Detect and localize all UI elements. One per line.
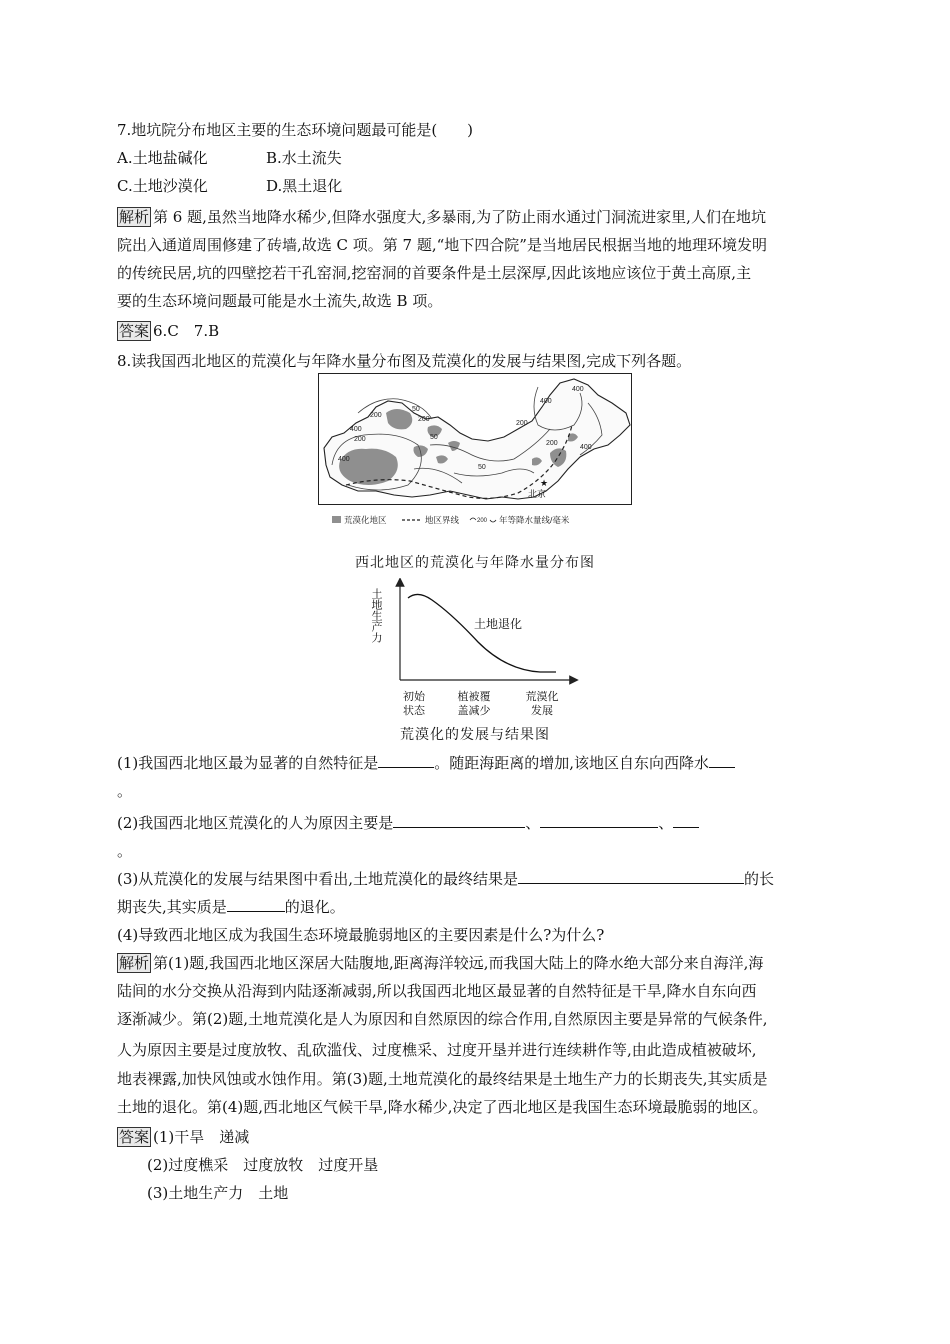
isoline-label: 400 (338, 456, 350, 463)
isoline-label: 400 (580, 444, 592, 451)
answer-tag: 答案 (119, 322, 150, 340)
curve-label: 土地退化 (474, 617, 523, 631)
analysis-line: 逐渐减少。第(2)题,土地荒漠化是人为原因和自然原因的综合作用,自然原因主要是异常的气候条件, (117, 1010, 768, 1028)
city-label: 北京 (528, 489, 547, 499)
answer-tag: 答案 (119, 1128, 150, 1146)
isoline-label: 400 (540, 398, 552, 405)
sub1-end: 。 (117, 782, 133, 800)
answer-blank[interactable] (673, 813, 699, 828)
answer-line: (2)过度樵采 过度放牧 过度开垦 (147, 1156, 379, 1174)
sub4: (4)导致西北地区成为我国生态环境最脆弱地区的主要因素是什么?为什么? (117, 926, 605, 944)
analysis-line: 土地的退化。第(4)题,西北地区气候干旱,降水稀少,决定了西北地区是我国生态环境最脆弱的地区。 (117, 1098, 768, 1116)
analysis-line: 陆间的水分交换从沿海到内陆逐渐减弱,所以我国西北地区最显著的自然特征是干旱,降水自东向西 (117, 982, 757, 1000)
degradation-curve (408, 594, 556, 672)
map-caption: 西北地区的荒漠化与年降水量分布图 (355, 555, 595, 571)
analysis-tag: 解析 (119, 954, 150, 972)
analysis-tag: 解析 (119, 208, 150, 226)
answer-blank[interactable] (227, 897, 285, 912)
xtick-label: 盖减少 (457, 705, 491, 717)
analysis-line: 地表裸露,加快风蚀或水蚀作用。第(3)题,土地荒漠化的最终结果是土地生产力的长期丧失,其实质是 (117, 1070, 768, 1088)
analysis-line: 的传统民居,坑的四壁挖若干孔窑洞,挖窑洞的首要条件是土层深厚,因此该地应该位于黄土高原,主 (117, 264, 752, 282)
svg-text:200: 200 (477, 518, 488, 524)
beijing-star: ★ (540, 479, 549, 489)
sub2-end: 。 (117, 842, 133, 860)
sub3: (3)从荒漠化的发展与结果图中看出,土地荒漠化的最终结果是 的长 (117, 870, 775, 888)
q7-option-d: D.黑土退化 (266, 177, 343, 195)
answer-blank[interactable] (518, 869, 744, 884)
analysis-line: 院出入通道周围修建了砖墙,故选 C 项。第 7 题,“地下四合院”是当地居民根据当地的地理环境发明 (117, 236, 767, 254)
answer-line: (3)土地生产力 土地 (147, 1184, 289, 1202)
answer-line: 答案 6.C 7.B (119, 322, 220, 340)
xtick-label: 初始 (403, 691, 425, 703)
isoline-label: 200 (370, 412, 382, 419)
graph-ylabel: 土地生产力 (370, 588, 382, 643)
isoline-label: 400 (350, 426, 362, 433)
q7-option-a: A.土地盐碱化 (117, 149, 208, 167)
isoline-label: 200 (516, 420, 528, 427)
sub1: (1)我国西北地区最为显著的自然特征是 。随距海距离的增加,该地区自东向西降水 (117, 752, 735, 774)
sub2: (2)我国西北地区荒漠化的人为原因主要是 、 、 (117, 812, 699, 834)
xtick-label: 荒漠化 (525, 691, 559, 703)
q8-stem: 8.读我国西北地区的荒漠化与年降水量分布图及荒漠化的发展与结果图,完成下列各题。 (117, 352, 692, 370)
xtick-label: 植被覆 (457, 691, 491, 703)
map-legend (332, 515, 570, 525)
isoline-label: 50 (478, 464, 486, 471)
sub3-cont: 期丧失,其实质是 的退化。 (117, 898, 345, 916)
xtick-label: 发展 (531, 705, 553, 717)
desertification-map (318, 373, 632, 530)
svg-text:地区界线: 地区界线 (425, 515, 460, 525)
answer-blank[interactable] (709, 753, 735, 768)
isoline-label: 200 (354, 436, 366, 443)
isoline-label: 50 (430, 434, 438, 441)
xtick-label: 状态 (403, 705, 425, 717)
desertification-graph (370, 578, 590, 720)
q7-option-c: C.土地沙漠化 (117, 177, 208, 195)
q7-stem: 7.地坑院分布地区主要的生态环境问题最可能是( ) (117, 121, 474, 139)
svg-text:年等降水量线/毫米: 年等降水量线/毫米 (499, 515, 570, 525)
graph-caption: 荒漠化的发展与结果图 (400, 727, 550, 743)
isoline-label: 50 (412, 406, 420, 413)
analysis-line: 人为原因主要是过度放牧、乱砍滥伐、过度樵采、过度开垦并进行连续耕作等,由此造成植被破坏, (117, 1041, 757, 1059)
svg-text:荒漠化地区: 荒漠化地区 (344, 515, 387, 525)
analysis-line: 解析 第(1)题,我国西北地区深居大陆腹地,距离海洋较远,而我国大陆上的降水绝大部分来自海洋,海 (119, 954, 764, 972)
answer-blank[interactable] (393, 813, 525, 828)
answer-line: 答案 (1)干旱 递减 (119, 1128, 250, 1146)
isoline-label: 200 (546, 440, 558, 447)
analysis-line: 要的生态环境问题最可能是水土流失,故选 B 项。 (117, 292, 443, 310)
isoline-label: 400 (572, 386, 584, 393)
q7-option-b: B.水土流失 (266, 149, 342, 167)
isoline-label: 200 (418, 416, 430, 423)
answer-blank[interactable] (378, 753, 434, 768)
analysis-line: 解析 第 6 题,虽然当地降水稀少,但降水强度大,多暴雨,为了防止雨水通过门洞流进家里,人们在地坑 (119, 208, 766, 226)
answer-blank[interactable] (540, 813, 658, 828)
